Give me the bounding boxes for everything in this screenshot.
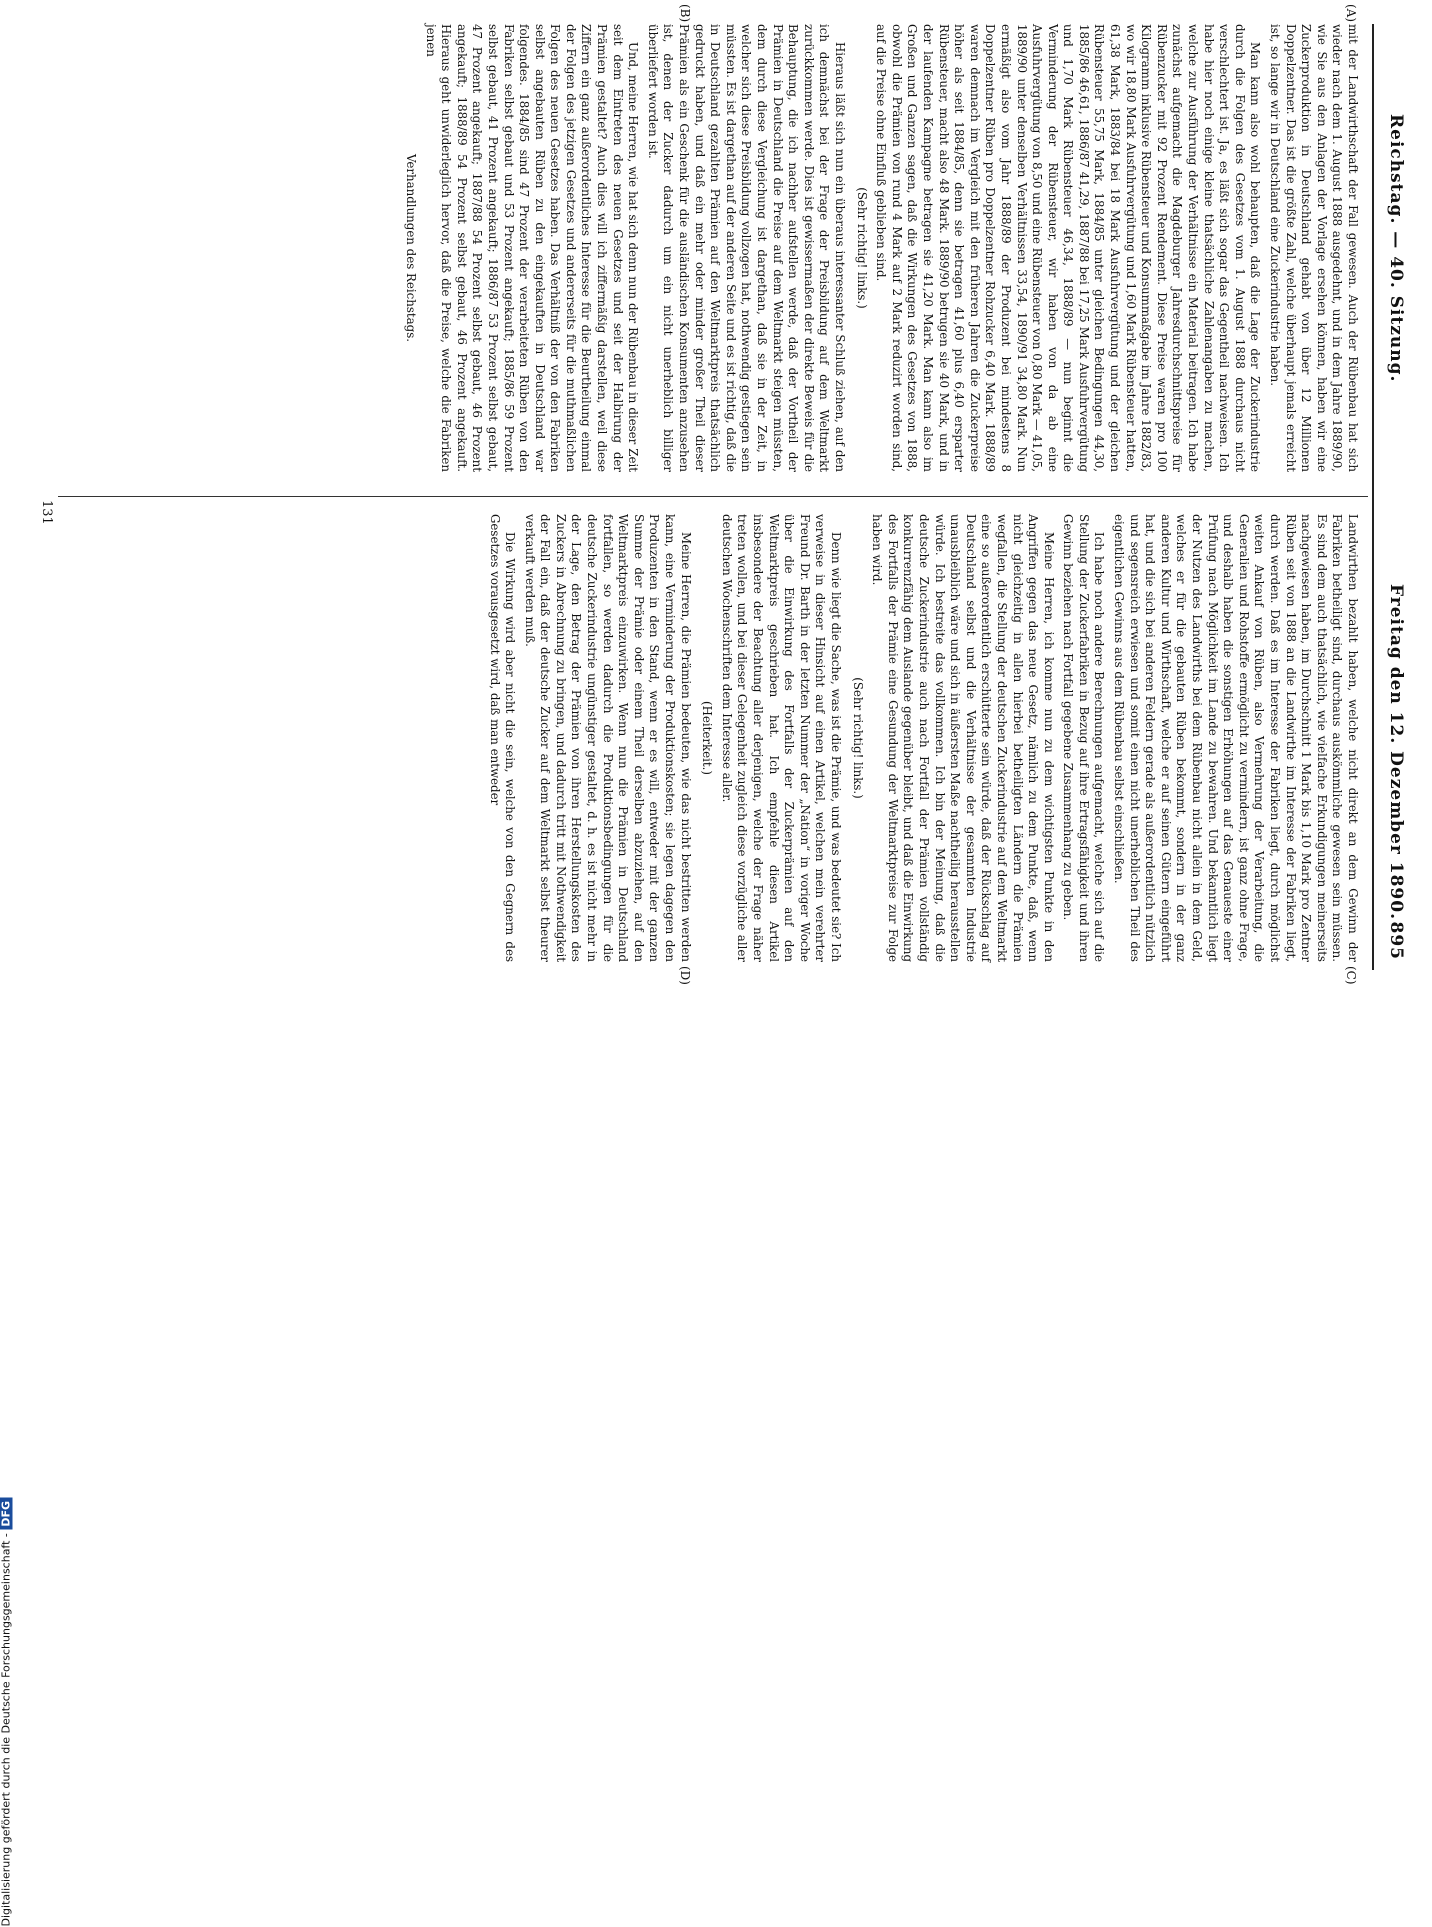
header-rule xyxy=(1372,24,1374,970)
paragraph: Landwirthen bezahlt haben, welche nicht direkt an dem Gewinn der Fabriken betheiligt sind, durchaus auskömmliche gewesen sein müssen. Es sind dem auch thatsächlich, wie vielfache Erkundigungen meinerseits nachgewiesen haben, im Durchschnitt 1 Mark bis 1,10 Mark pro Zentner Rüben seit von 1888 an die Landwirthe im Interesse der Fabriken liegt, durch werden. Daß es im Interesse der Fabriken liegt, durch möglichst weiten Ankauf von Rüben, also Vermehrung der Verarbeitung, die Generalien und Rohstoffe ermöglicht zu vermindern, ist ganz ohne Frage, und deshalb haben die sonstigen Erhöhungen auf das Genaueste einer Prüfung nach Möglichkeit im Lande zu bewahren. Und bekanntlich liegt der Nutzen des Landwirths bei dem Rübenbau nicht allein in dem Geld, welches er für die gebauten Rüben bekommt, sondern in der ganz anderen Kultur und Wirthschaft, welche er auf seinen Gütern eingeführt hat, und die sich bei anderen Feldern gerade als außerordentlich nützlich und segensreich erwiesen und somit einen nicht unerheblichen Theil des eigentlichen Gewinns aus dem Rübenbau selbst einschließen. xyxy=(1112,514,1360,962)
header-left: Reichstag. — 40. Sitzung. xyxy=(1386,114,1406,383)
page-number: 895 xyxy=(1386,921,1406,960)
left-column xyxy=(396,24,1360,472)
credit-label: Digitalisierung gefördert durch die Deutsche Forschungsgemeinschaft - xyxy=(0,1533,13,1927)
paragraph: Und, meine Herren, wie hat sich denn nun der Rübenbau in dieser Zeit seit dem Eintreten des neuen Gesetzes und seit der Halbirung der Prämien gestaltet? Auch dies will ich ziffermäßig darstellen, weil diese Ziffern ein ganz außerordentliches Interesse für die Beurtheilung einmal der Folgen des jetzigen Gesetzes und andererseits für die muthmaßlichen Folgen des neuen Gesetzes haben. Das Verhältniß der von den Fabriken selbst angebauten Rüben zu den eingekauften in Deutschland war folgendes. 1884/85 sind 47 Prozent der verarbeiteten Rüben von den Fabriken selbst gebaut und 53 Prozent angekauft; 1885/86 59 Prozent selbst gebaut, 41 Prozent angekauft; 1886/87 53 Prozent selbst gebaut, 47 Prozent angekauft; 1887/88 54 Prozent selbst gebaut, 46 Prozent angekauft; 1888/89 54 Prozent selbst gebaut, 46 Prozent angekauft. Hieraus geht unwiderleglich hervor, daß die Preise, welche die Fabriken jenen xyxy=(423,24,641,472)
applause-note: (Sehr richtig! links.) xyxy=(850,677,865,799)
credit-text xyxy=(0,927,13,1927)
paragraph: Ich habe noch andere Berechnungen aufgemacht, welche sich auf die Stellung der Zuckerfabriken in Bezug auf ihre Ertragsfähigkeit und ihren Gewinn beziehen nach Fortfall gegebene Zusammenhang zu geben. xyxy=(1061,514,1107,962)
paragraph: Meine Herren, ich komme nun zu dem wichtigsten Punkte in den Angriffen gegen das neue Gesetz, nämlich zu dem Punkte, daß, wenn nicht gleichzeitig in allen hierbei betheiligten Ländern die Prämien wegfallen, die Stellung der deutschen Zuckerindustrie auf dem Weltmarkt eine so außerordentlich erschütterte sein würde, daß der Rückschlag auf Deutschland selbst und die Verhältnisse der gesammten Industrie unausbleiblich wäre und sich in äußersten Maße nachtheilig herausstellen würde. Ich bestreite das vollkommen. Ich bin der Meinung, daß die deutsche Zuckerindustrie auch nach Fortfall der Prämien vollständig konkurrenzfähig dem Auslande gegenüber bleibt, und daß die Einwirkung des Fortfalls der Prämie eine Gesundung der Weltmarktpreise zur Folge haben wird. xyxy=(870,514,1056,962)
paragraph: Meine Herren, die Prämien bedeuten, wie das nicht bestritten werden kann, eine Verminderung der Produktionskosten; sie legen dagegen den Produzenten in den Stand, wenn er es will, entweder mit der ganzen Summe der Prämie oder einem Theil derselben abzuziehen, auf den Weltmarktpreis einzuwirken. Wenn nun die Prämien in Deutschland fortfallen, so werden dadurch die Produktionsbedingungen für die deutsche Zuckerindustrie ungünstiger gestaltet, d. h. es ist nicht mehr in der Lage, den Betrag der Prämien von ihren Herstellungskosten des Zuckers in Abrechnung zu bringen, und dadurch tritt mit Nothwendigkeit der Fall ein, daß der deutsche Zucker auf dem Weltmarkt selbst theurer verkauft werden muß. xyxy=(522,514,693,962)
paragraph: mit der Landwirthschaft der Fall gewesen. Auch der Rübenbau hat sich wieder nach dem 1. August 1888 ausgedehnt, und in dem Jahre 1889/90, wie Sie aus den Anlagen der Vorlage ersehen können, haben wir eine Zuckerproduktion in Deutschland gehabt von über 12 Millionen Doppelzentner. Das ist die größte Zahl, welche überhaupt jemals erreicht ist, so lange wir in Deutschland eine Zuckerindustrie haben. xyxy=(1268,24,1360,472)
paragraph: Die Wirkung wird aber nicht die sein, welche von den Gegnern des Gesetzes vorausgesetzt wird, daß man entweder xyxy=(487,514,518,962)
footer-page-number: 131 xyxy=(39,500,54,525)
paragraph: Denn wie liegt die Sache, was ist die Prämie, und was bedeutet sie? Ich verweise in dieser Hinsicht auf einen Artikel, welchen mein verehrter Freund Dr. Barth in der letzten Nummer der „Nation“ in voriger Woche über die Einwirkung des Fortfalls der Zuckerprämien auf den Weltmarktpreis geschrieben hat. Ich empfehle diesen Artikel insbesondere der Beachtung aller derjenigen, welche der Frage näher treten wollen, und bei dieser Gelegenheit zugleich diese vorzügliche aller deutschen Wochenschriften dem Interesse aller. xyxy=(719,514,843,962)
paragraph: Man kann also wohl behaupten, daß die Lage der Zuckerindustrie durch die Folgen des Gesetzes vom 1. August 1888 durchaus nicht verschlechtert ist. Ja, es läßt sich sogar das Gegentheil nachweisen. Ich habe hier noch einige kleine thatsächliche Zahlenangaben zu machen, welche zur Ausführung der Verhältnisse ein Material beitragen. Ich habe zunächst aufgemacht die Magdeburger Jahresdurchschnittspreise für Rübenzucker mit 92 Prozent Rendement. Diese Preise waren pro 100 Kilogramm inklusive Rübensteuer und Konsummaßgabe im Jahre 1882/83, wo wir 18,80 Mark Ausfuhrvergütung und 1,60 Mark Rübensteuer hatten, 61,38 Mark, 1883/84 bei 18 Mark Ausfuhrvergütung und der gleichen Rübensteuer 55,75 Mark, 1884/85 unter gleichen Bedingungen 44,30, 1885/86 46,61, 1886/87 41,29, 1887/88 bei 17,25 Mark Ausfuhrvergütung und 1,70 Mark Rübensteuer 46,34, 1888/89 — nun beginnt die Verminderung der Rübensteuer, wir haben von da ab eine Ausfuhrvergütung von 8,50 und eine Rübensteuer von 0,80 Mark — 41,05, 1889/90 unter denselben Verhältnissen 33,54, 1890/91 34,80 Mark. Nun ermäßigt also vom Jahr 1888/89 der Produzent bei mindestens 8 Doppelzentner Rüben pro Doppelzentner Rohzucker 6,40 Mark. 1888/89 waren demnach im Vergleich mit den früheren Jahren die Zuckerpreise höher als seit 1884/85, denn sie betragen 41,60 plus 6,40 ersparter Rübensteuer, macht also 48 Mark. 1889/90 betrugen sie 40 Mark, und in der laufenden Kampagne betragen sie 41,20 Mark. Man kann also im Großen und Ganzen sagen, daß die Wirkungen des Gesetzes von 1888, obwohl die Prämien von rund 4 Mark auf 2 Mark reduzirt worden sind, auf die Preise ohne Einfluß geblieben sind. xyxy=(874,24,1263,472)
right-column xyxy=(482,514,1360,962)
column-footer: Verhandlungen des Reichstags. xyxy=(403,153,418,343)
page-header xyxy=(1372,24,1412,960)
dfg-logo: DFG xyxy=(0,1498,13,1530)
column-divider xyxy=(58,496,1368,497)
paragraph: Hieraus läßt sich nun ein überaus interessanter Schluß ziehen, auf den ich demnächst bei der Frage der Preisbildung auf dem Weltmarkt zurückkommen werde. Dies ist gewissermaßen der direkte Beweis für die Behauptung, die ich nachher aufstellen werde, daß der Vortheil der Prämien in Deutschland die Preise auf dem Weltmarkt steigen müssten, dem durch diese Vergleichung ist dargethan, daß sie in der Zeit, in welcher sich diese Preisbildung vollzogen hat, nothwendig gestiegen sein müssten. Es ist dargethan auf der anderen Seite und es ist richtig, daß die in Deutschland gezahlten Prämien auf den Weltmarktpreis thatsächlich gedruckt haben, und daß ein mehr oder minder großer Theil dieser Prämien als ein Geschenk für die ausländischen Konsumenten anzusehen ist, denen der Zucker dadurch um ein nicht unerheblich billiger überliefert worden ist. xyxy=(645,24,847,472)
laughter-note: (Heiterkeit.) xyxy=(700,700,715,775)
marker-d: (D) xyxy=(678,966,692,985)
header-right: Freitag den 12. Dezember 1890. xyxy=(1386,584,1406,920)
marker-a: (A) xyxy=(1344,4,1358,23)
marker-b: (B) xyxy=(678,4,692,23)
marker-c: (C) xyxy=(1344,966,1358,985)
applause-note: (Sehr richtig! links.) xyxy=(854,187,869,309)
